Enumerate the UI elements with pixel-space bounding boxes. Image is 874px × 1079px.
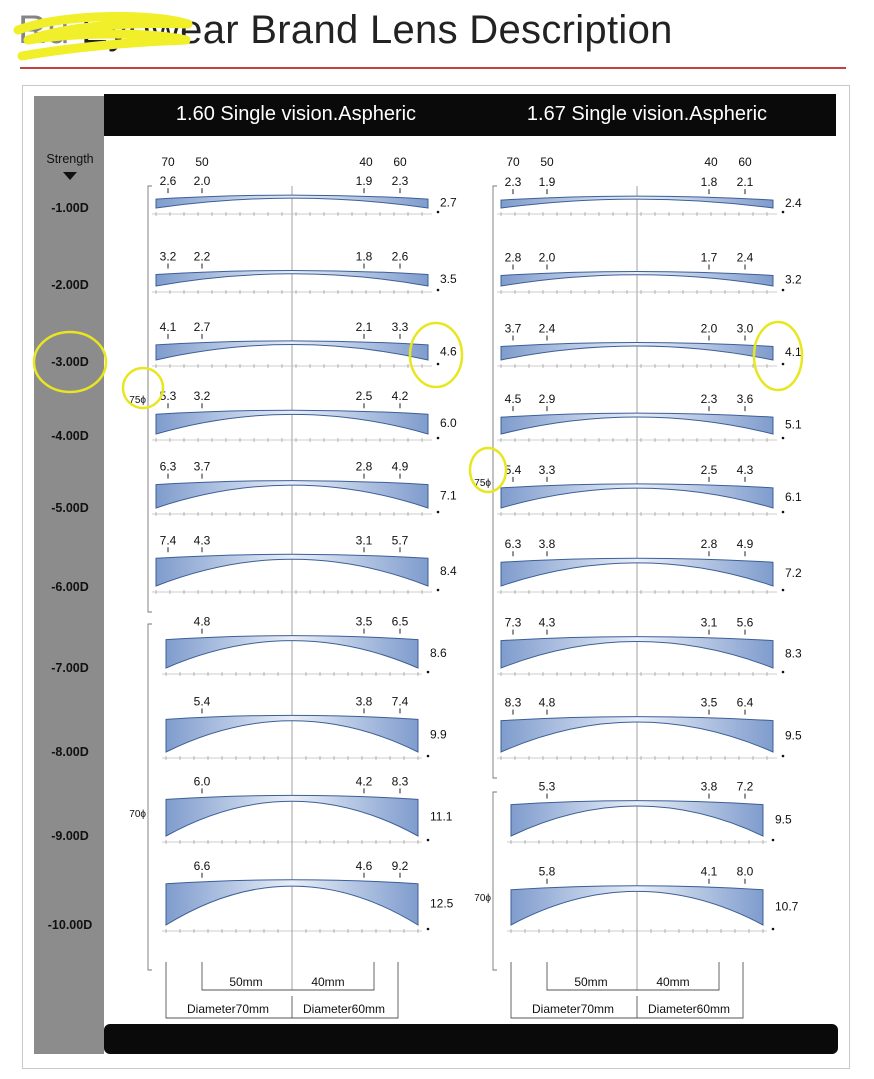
title-text: Eyewear Brand Lens Description [81, 8, 673, 52]
thickness-label: 4.8 [538, 695, 556, 710]
group-label-70: 70ϕ [129, 809, 146, 820]
thickness-label: 4.9 [391, 459, 409, 474]
thickness-label: 3.2 [193, 389, 211, 404]
thickness-label: 3.0 [736, 321, 754, 336]
thickness-label: 6.4 [736, 695, 754, 710]
edge-thickness-label: 11.1 [430, 809, 453, 824]
thickness-label: 2.7 [193, 319, 211, 334]
edge-thickness-label: 9.5 [775, 812, 792, 827]
top-diameter-label: 60 [393, 155, 407, 169]
thickness-label: 1.9 [538, 175, 556, 190]
top-diameter-label: 60 [738, 155, 752, 169]
thickness-label: 2.3 [391, 174, 409, 189]
thickness-label: 4.9 [736, 537, 754, 552]
thickness-label: 5.3 [159, 389, 177, 404]
thickness-label: 5.8 [538, 864, 556, 879]
thickness-label: 2.8 [355, 459, 373, 474]
thickness-label: 6.5 [391, 614, 409, 629]
thickness-label: 4.2 [391, 389, 409, 404]
thickness-label: 9.2 [391, 858, 409, 873]
thickness-label: 2.6 [391, 249, 409, 264]
thickness-label: 2.1 [355, 319, 373, 334]
edge-thickness-label: 5.1 [785, 417, 802, 432]
top-diameter-label: 70 [506, 155, 520, 169]
span-label-50: 50mm [574, 975, 608, 989]
thickness-label: 4.3 [193, 533, 211, 548]
thickness-label: 8.0 [736, 864, 754, 879]
strength-value: -7.00D [51, 661, 89, 675]
thickness-label: 2.5 [700, 462, 718, 477]
group-bracket-70 [493, 792, 497, 970]
thickness-label: 3.3 [538, 462, 556, 477]
edge-marker [437, 511, 440, 514]
thickness-label: 3.2 [159, 249, 177, 264]
edge-marker [782, 437, 785, 440]
thickness-label: 2.0 [538, 250, 556, 265]
edge-thickness-label: 6.1 [785, 489, 802, 504]
thickness-label: 2.0 [193, 174, 211, 189]
footer-band [104, 1024, 838, 1054]
thickness-label: 5.6 [736, 615, 754, 630]
group-bracket-75 [148, 186, 152, 612]
thickness-label: 2.1 [736, 175, 754, 190]
thickness-label: 2.4 [736, 250, 754, 265]
thickness-label: 2.2 [193, 249, 211, 264]
thickness-label: 4.1 [159, 319, 177, 334]
strength-value: -5.00D [51, 501, 89, 515]
thickness-label: 7.3 [504, 615, 522, 630]
edge-marker [437, 363, 440, 366]
edge-thickness-label: 2.7 [440, 195, 457, 210]
edge-thickness-label: 10.7 [775, 899, 799, 914]
edge-marker [437, 211, 440, 214]
thickness-label: 2.6 [159, 174, 177, 189]
thickness-label: 2.5 [355, 389, 373, 404]
group-label-75: 75ϕ [129, 395, 146, 406]
thickness-label: 7.2 [736, 779, 754, 794]
thickness-label: 6.6 [193, 858, 211, 873]
edge-marker [437, 437, 440, 440]
thickness-label: 2.4 [538, 321, 556, 336]
thickness-label: 2.3 [504, 175, 522, 190]
thickness-label: 3.6 [736, 392, 754, 407]
edge-marker [772, 928, 775, 931]
edge-marker [782, 363, 785, 366]
diameter-label-70: Diameter70mm [186, 1002, 270, 1016]
thickness-label: 1.9 [355, 174, 373, 189]
thickness-label: 2.3 [700, 392, 718, 407]
edge-marker [427, 839, 430, 842]
thickness-label: 5.7 [391, 533, 409, 548]
top-diameter-label: 50 [195, 155, 209, 169]
thickness-label: 1.8 [700, 175, 718, 190]
edge-thickness-label: 4.6 [440, 344, 457, 359]
top-diameter-label: 50 [540, 155, 554, 169]
thickness-label: 4.6 [355, 858, 373, 873]
strength-value: -3.00D [51, 355, 89, 369]
thickness-label: 3.5 [700, 695, 718, 710]
thickness-label: 7.4 [391, 694, 409, 709]
strength-value: -9.00D [51, 829, 89, 843]
span-bracket [202, 962, 374, 990]
edge-marker [782, 289, 785, 292]
edge-thickness-label: 9.5 [785, 728, 802, 743]
diameter-label-60: Diameter60mm [302, 1002, 386, 1016]
group-label-70: 70ϕ [474, 893, 491, 904]
thickness-label: 5.4 [193, 694, 211, 709]
thickness-label: 3.5 [355, 614, 373, 629]
thickness-label: 5.3 [538, 779, 556, 794]
group-bracket-75 [493, 186, 497, 778]
thickness-label: 2.8 [504, 250, 522, 265]
thickness-label: 8.3 [391, 774, 409, 789]
thickness-label: 3.1 [355, 533, 373, 548]
thickness-label: 1.8 [355, 249, 373, 264]
thickness-label: 1.7 [700, 250, 718, 265]
thickness-label: 4.3 [538, 615, 556, 630]
edge-thickness-label: 3.2 [785, 272, 802, 287]
thickness-label: 3.3 [391, 319, 409, 334]
edge-thickness-label: 4.1 [785, 345, 802, 360]
thickness-label: 2.9 [538, 392, 556, 407]
thickness-label: 3.8 [700, 779, 718, 794]
edge-thickness-label: 8.3 [785, 646, 802, 661]
thickness-label: 4.5 [504, 392, 522, 407]
group-bracket-70 [148, 624, 152, 970]
thickness-label: 3.1 [700, 615, 718, 630]
edge-marker [437, 589, 440, 592]
edge-marker [782, 211, 785, 214]
edge-thickness-label: 8.4 [440, 564, 457, 579]
edge-thickness-label: 12.5 [430, 896, 454, 911]
lens-set-title-1: 1.67 Single vision.Aspheric [526, 103, 768, 125]
edge-marker [427, 671, 430, 674]
strength-value: -2.00D [51, 278, 89, 292]
top-diameter-label: 40 [704, 155, 718, 169]
edge-thickness-label: 3.5 [440, 272, 457, 287]
edge-thickness-label: 9.9 [430, 727, 447, 742]
thickness-label: 4.1 [700, 864, 718, 879]
span-label-40: 40mm [656, 975, 690, 989]
thickness-label: 4.2 [355, 774, 373, 789]
strength-value: -10.00D [47, 918, 93, 932]
strength-value: -6.00D [51, 580, 89, 594]
group-label-75: 75ϕ [474, 478, 491, 489]
edge-marker [782, 671, 785, 674]
thickness-label: 6.0 [193, 774, 211, 789]
thickness-label: 3.7 [504, 321, 522, 336]
thickness-label: 3.8 [538, 537, 556, 552]
edge-marker [772, 839, 775, 842]
lens-set-title-0: 1.60 Single vision.Aspheric [175, 103, 417, 125]
edge-marker [782, 511, 785, 514]
span-bracket [547, 962, 719, 990]
edge-marker [427, 928, 430, 931]
top-diameter-label: 70 [161, 155, 175, 169]
diameter-label-60: Diameter60mm [647, 1002, 731, 1016]
edge-marker [782, 755, 785, 758]
diameter-label-70: Diameter70mm [531, 1002, 615, 1016]
strength-heading: Strength [46, 152, 94, 166]
thickness-label: 4.3 [736, 462, 754, 477]
strength-sidebar [34, 96, 104, 1054]
thickness-label: 3.8 [355, 694, 373, 709]
span-label-40: 40mm [311, 975, 345, 989]
thickness-label: 3.7 [193, 459, 211, 474]
strength-value: -4.00D [51, 429, 89, 443]
thickness-label: 8.3 [504, 695, 522, 710]
thickness-label: 6.3 [504, 537, 522, 552]
thickness-label: 7.4 [159, 533, 177, 548]
edge-thickness-label: 2.4 [785, 196, 802, 211]
thickness-label: 5.4 [504, 462, 522, 477]
thickness-label: 6.3 [159, 459, 177, 474]
edge-marker [782, 589, 785, 592]
thickness-label: 2.8 [700, 537, 718, 552]
brand-name: Ru [18, 8, 70, 52]
edge-thickness-label: 7.1 [440, 488, 457, 503]
edge-thickness-label: 6.0 [440, 416, 457, 431]
strength-value: -1.00D [51, 201, 89, 215]
top-diameter-label: 40 [359, 155, 373, 169]
thickness-label: 2.0 [700, 321, 718, 336]
thickness-label: 4.8 [193, 614, 211, 629]
span-label-50: 50mm [229, 975, 263, 989]
edge-marker [427, 755, 430, 758]
strength-value: -8.00D [51, 745, 89, 759]
edge-marker [437, 289, 440, 292]
edge-thickness-label: 8.6 [430, 645, 447, 660]
edge-thickness-label: 7.2 [785, 566, 802, 581]
